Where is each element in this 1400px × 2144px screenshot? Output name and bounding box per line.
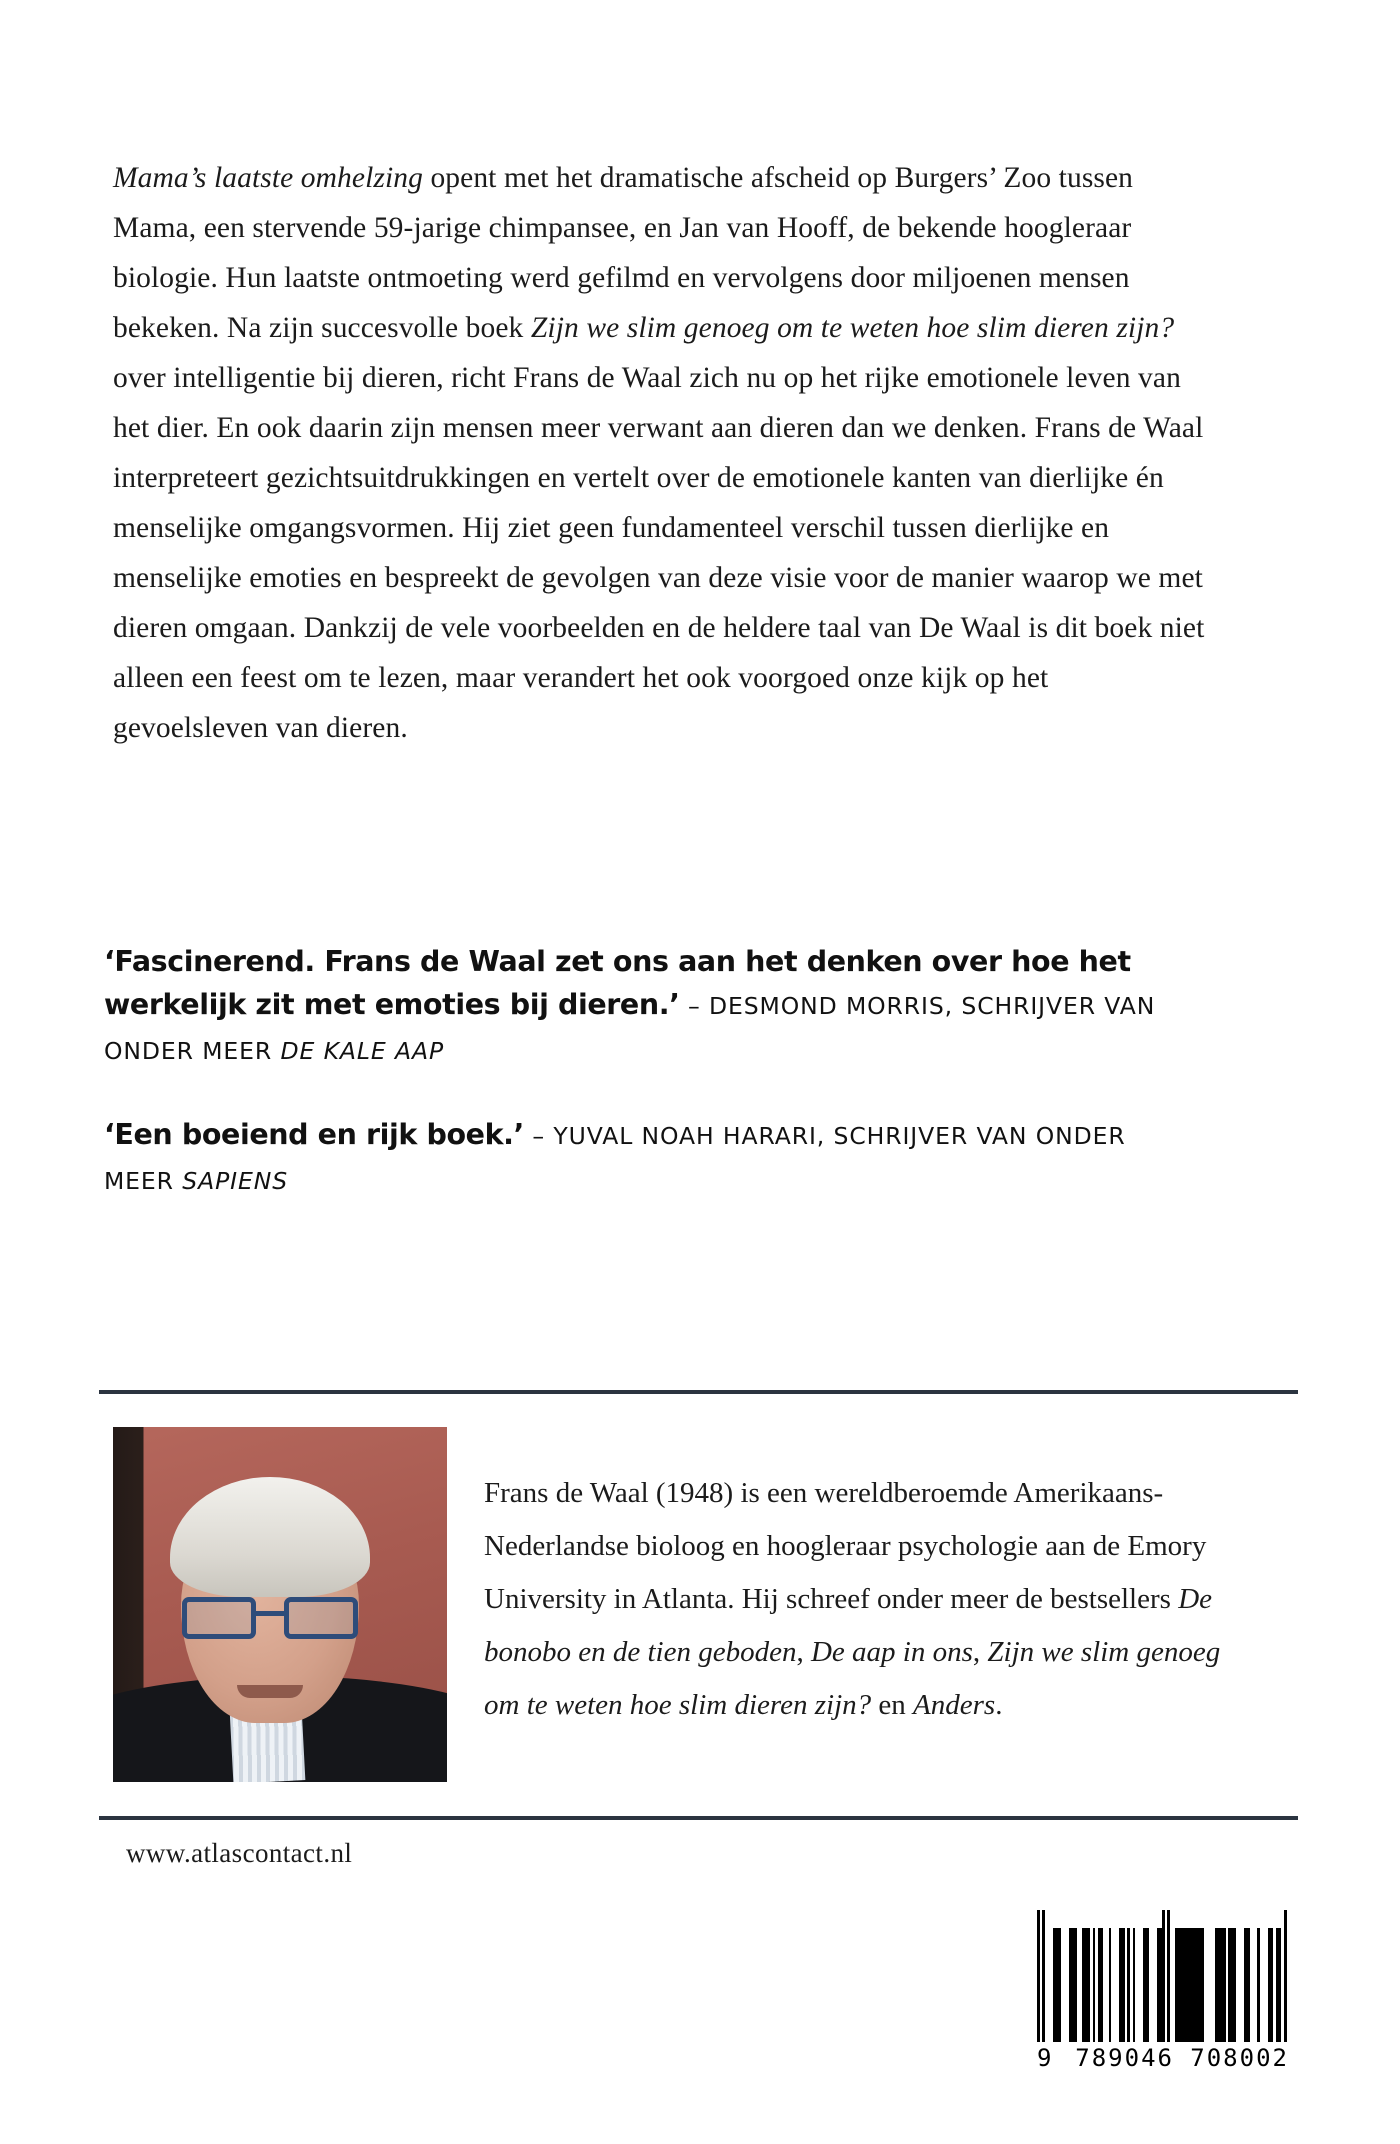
bio-title-anders: Anders (913, 1689, 996, 1721)
blurb-title-italic: Mama’s laatste omhelzing (113, 162, 423, 194)
barcode-group-right: 708002 (1190, 2044, 1289, 2072)
barcode-group-left: 789046 (1075, 2044, 1174, 2072)
portrait-glasses (182, 1597, 358, 1641)
quote-line-harari (104, 1113, 1224, 1203)
bio-sep-1: , (796, 1636, 811, 1668)
blurb-body-2: over intelligentie bij dieren, richt Frans de Waal zich nu op het rijke emotionele leven van het dier. En ook daarin zijn mensen meer verwant aan dieren dan we denken. Frans de Waal interpreteert gezichtsuitdrukkingen en vertelt over de emotionele kanten van dierlijke én menselijke omgangsvormen. Hij ziet geen fundamenteel verschil tussen dierlijke en menselijke emoties en bespreekt de gevolgen van deze visie voor de manier waarop we met dieren omgaan. Dankzij de vele voorbeelden en de heldere taal van De Waal is dit boek niet alleen een feest om te lezen, maar verandert het ook voorgoed onze kijk op het gevoelsleven van dieren. (113, 362, 1205, 744)
quote-block-harari (104, 1113, 1224, 1203)
quote-text-morris: ‘Fascinerend. Frans de Waal zet ons aan het denken over hoe het werkelijk zit met emoties bij dieren.’ (104, 945, 1131, 1021)
blurb-title-italic-2: Zijn we slim genoeg om te weten hoe slim dieren zijn? (530, 312, 1175, 344)
portrait-background (113, 1427, 447, 1782)
bio-title-slim: Zijn we slim genoeg om te weten hoe slim dieren zijn? (484, 1636, 1221, 1721)
author-bio-text (484, 1467, 1244, 1732)
bio-sep-3: en (871, 1689, 914, 1721)
pull-quotes (104, 940, 1224, 1243)
quote-block-morris (104, 940, 1224, 1073)
quote-text-harari: ‘Een boeiend en rijk boek.’ (104, 1118, 524, 1151)
quote-space2-morris (272, 1037, 280, 1065)
quote-attribution-harari: YUVAL NOAH HARARI, SCHRIJVER VAN ONDER MEER (104, 1122, 1126, 1195)
quote-space-morris (701, 992, 709, 1020)
publisher-website[interactable]: www.atlascontact.nl (126, 1838, 353, 1868)
quote-dash-glyph-morris: – (687, 992, 701, 1020)
portrait-mouth (237, 1685, 303, 1698)
quote-dash-morris (680, 992, 688, 1020)
blurb-paragraph (113, 153, 1208, 753)
barcode-number (1037, 2042, 1289, 2072)
isbn-barcode (1037, 1910, 1289, 2072)
bio-period: . (995, 1689, 1003, 1721)
quote-attribution-title-morris: DE KALE AAP (280, 1037, 445, 1065)
author-portrait-photo (113, 1427, 447, 1782)
bio-title-bonobo: De bonobo en de tien geboden (484, 1583, 1213, 1668)
barcode-lead-digit: 9 (1037, 2044, 1053, 2072)
divider-bottom (99, 1816, 1298, 1820)
quote-dash-harari: – (532, 1122, 546, 1150)
bio-sep-2: , (972, 1636, 988, 1668)
divider-top (99, 1390, 1298, 1394)
glasses-bridge (256, 1611, 284, 1616)
glasses-left-lens (182, 1597, 256, 1639)
quote-line-morris (104, 940, 1224, 1073)
portrait-hair (170, 1477, 370, 1597)
quote-attribution-title-harari: SAPIENS (182, 1167, 289, 1195)
bio-part-1: Frans de Waal (1948) is een wereldberoemde Amerikaans-Nederlandse bioloog en hoogleraar psychologie aan de Emory University in Atlanta. Hij schreef onder meer de bestsellers (484, 1477, 1207, 1615)
glasses-right-lens (284, 1597, 358, 1639)
blurb-body-1: opent met het dramatische afscheid op Burgers’ Zoo tussen Mama, een stervende 59-jarige chimpansee, en Jan van Hooff, de bekende hoogleraar biologie. Hun laatste ontmoeting werd gefilmd en vervolgens door miljoenen mensen bekeken. Na zijn succesvolle boek (113, 162, 1134, 344)
quote-attribution-morris: DESMOND MORRIS, SCHRIJVER VAN ONDER MEER (104, 992, 1156, 1065)
barcode-bars (1037, 1910, 1289, 2058)
bio-title-aap: De aap in ons (810, 1636, 973, 1668)
